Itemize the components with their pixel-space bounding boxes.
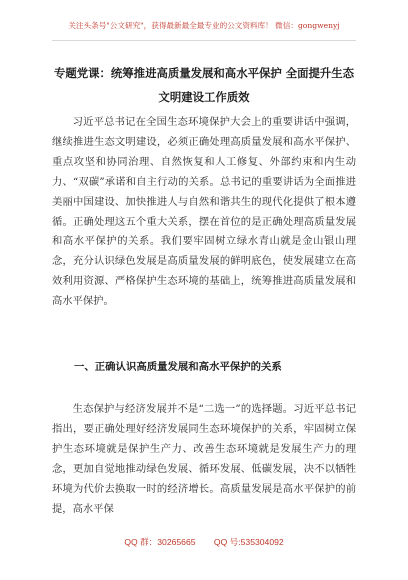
document-title: 专题党课：统筹推进高质量发展和高水平保护 全面提升生态文明建设工作质效 <box>53 66 355 104</box>
body-paragraph-2: 生态保护与经济发展并不是“二选一”的选择题。习近平总书记指出，要正确处理好经济发展同生态环境保护的关系，牢固树立保护生态环境就是保护生产力、改善生态环境就是发展生产力的理念，更加自觉地推动绿色发展、循环发展、低碳发展，决不以牺牲环境为代价去换取一时的经济增长。高质量发展是高水平保护的前提，高水平保 <box>52 403 356 515</box>
body-paragraph-1: 习近平总书记在全国生态环境保护大会上的重要讲话中强调，继续推进生态文明建设，必须正确处理高质量发展和高水平保护、重点攻坚和协同治理、自然恢复和人工修复、外部约束和内生动力、“双碳”承诺和自主行动的关系。总书记的重要讲话为全面推进美丽中国建设、加快推进人与自然和谐共生的现代化提供了根本遵循。正确处理这五个重大关系，摆在首位的是正确处理高质量发展和高水平保护的关系。我们要牢固树立绿水青山就是金山银山理念，充分认识绿色发展是高质量发展的鲜明底色，使发展建立在高效利用资源、严格保护生态环境的基础上，统筹推进高质量发展和高水平保护。 <box>52 116 356 308</box>
header-divider <box>52 40 356 41</box>
section-heading: 一、正确认识高质量发展和高水平保护的关系 <box>74 361 282 373</box>
header-banner: 关注头条号"公文研究"，获得最新最全最专业的公文资料库！ 微信：gongwenyj <box>68 21 340 30</box>
footer-qq-number: QQ 号:535304092 <box>213 537 284 547</box>
footer-contact <box>52 535 356 549</box>
footer-qq-group: QQ 群：30265665 <box>124 537 196 547</box>
